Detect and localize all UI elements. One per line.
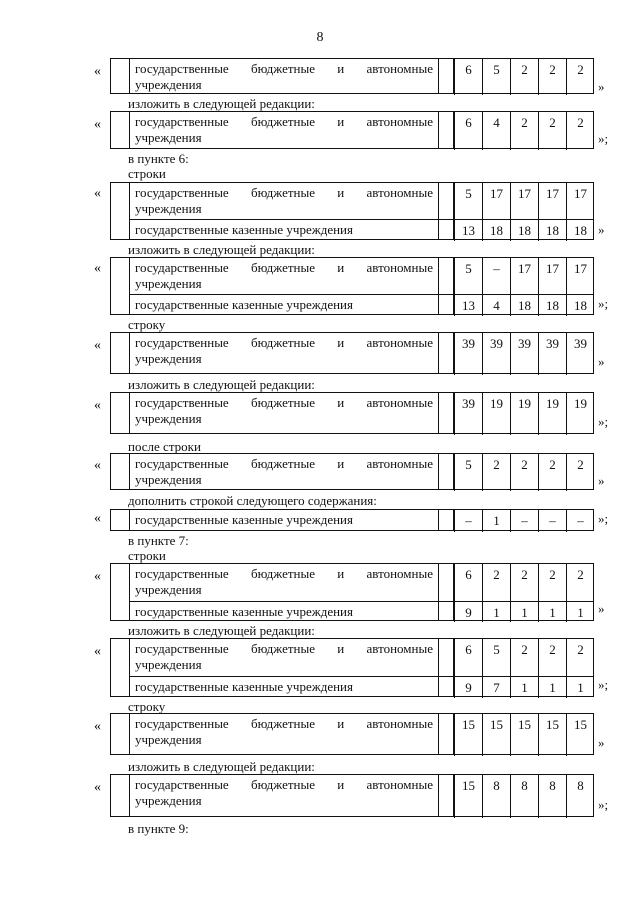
value-cell: – <box>482 258 510 294</box>
value-cell: 2 <box>510 112 538 150</box>
quote-open: « <box>94 458 101 473</box>
quote-open: « <box>94 780 101 795</box>
quote-open: « <box>94 261 101 276</box>
quote-open: « <box>94 186 101 201</box>
value-cell: 4 <box>482 295 510 316</box>
value-cell: 6 <box>454 112 482 150</box>
row-label: государственные бюджетные и автономные учреждения <box>135 114 433 145</box>
value-cell: 39 <box>510 333 538 375</box>
value-cell: 2 <box>510 564 538 601</box>
value-cell: 18 <box>510 295 538 316</box>
quote-open: « <box>94 511 101 526</box>
data-table <box>110 774 594 817</box>
value-cell: – <box>510 510 538 532</box>
value-cell: 8 <box>510 775 538 818</box>
value-cell: 15 <box>482 714 510 756</box>
table-row <box>129 112 593 150</box>
text-line: строки <box>128 166 166 181</box>
quote-close: » <box>598 79 605 94</box>
value-cell: 1 <box>566 602 594 622</box>
data-table <box>110 332 594 374</box>
value-cell: 4 <box>482 112 510 150</box>
value-cell: 2 <box>566 564 594 601</box>
quote-open: « <box>94 719 101 734</box>
quote-close: »; <box>598 296 609 311</box>
value-cell: 15 <box>454 714 482 756</box>
text-line: изложить в следующей редакции: <box>128 242 315 257</box>
quote-open: « <box>94 338 101 353</box>
row-label: государственные казенные учреждения <box>135 222 353 237</box>
quote-close: » <box>598 222 605 237</box>
value-cell: 9 <box>454 602 482 622</box>
data-table <box>110 58 594 94</box>
value-cell: 17 <box>510 258 538 294</box>
value-cell: 17 <box>482 183 510 219</box>
value-cell: 2 <box>510 59 538 95</box>
value-cell: 5 <box>482 639 510 676</box>
value-cell: 7 <box>482 677 510 698</box>
quote-open: « <box>94 117 101 132</box>
value-cell: 2 <box>482 564 510 601</box>
text-line: строку <box>128 317 166 332</box>
value-cell: 39 <box>482 333 510 375</box>
data-table <box>110 182 594 240</box>
text-line: строки <box>128 548 166 563</box>
value-cell: 39 <box>454 333 482 375</box>
value-cell: 17 <box>538 183 566 219</box>
data-table <box>110 509 594 531</box>
quote-close: »; <box>598 677 609 692</box>
text-line: строку <box>128 699 166 714</box>
value-cell: 15 <box>566 714 594 756</box>
table-row <box>129 601 593 622</box>
value-cell: 2 <box>538 564 566 601</box>
data-table <box>110 638 594 697</box>
value-cell: 2 <box>538 639 566 676</box>
row-label: государственные бюджетные и автономные учреждения <box>135 641 433 672</box>
row-label: государственные бюджетные и автономные учреждения <box>135 777 433 808</box>
value-cell: 2 <box>538 454 566 491</box>
row-label: государственные бюджетные и автономные учреждения <box>135 335 433 366</box>
text-line: изложить в следующей редакции: <box>128 377 315 392</box>
value-cell: 1 <box>482 510 510 532</box>
value-cell: 39 <box>454 393 482 435</box>
text-line: дополнить строкой следующего содержания: <box>128 493 377 508</box>
value-cell: 8 <box>566 775 594 818</box>
table-row <box>129 258 593 294</box>
value-cell: 5 <box>454 454 482 491</box>
text-line: изложить в следующей редакции: <box>128 759 315 774</box>
quote-close: »; <box>598 511 609 526</box>
table-row <box>129 294 593 316</box>
value-cell: 2 <box>482 454 510 491</box>
value-cell: 19 <box>566 393 594 435</box>
value-cell: 13 <box>454 295 482 316</box>
table-row <box>129 564 593 601</box>
text-line: изложить в следующей редакции: <box>128 623 315 638</box>
quote-open: « <box>94 398 101 413</box>
value-cell: – <box>566 510 594 532</box>
value-cell: 19 <box>482 393 510 435</box>
quote-close: » <box>598 473 605 488</box>
value-cell: 1 <box>510 602 538 622</box>
value-cell: 5 <box>454 258 482 294</box>
value-cell: 2 <box>510 639 538 676</box>
value-cell: 1 <box>538 602 566 622</box>
data-table <box>110 392 594 434</box>
data-table <box>110 563 594 621</box>
table-row <box>129 714 593 756</box>
row-label: государственные казенные учреждения <box>135 512 353 527</box>
table-row <box>129 676 593 698</box>
value-cell: 1 <box>482 602 510 622</box>
value-cell: 2 <box>566 112 594 150</box>
value-cell: 6 <box>454 564 482 601</box>
quote-open: « <box>94 569 101 584</box>
quote-close: »; <box>598 797 609 812</box>
quote-close: » <box>598 735 605 750</box>
value-cell: 13 <box>454 220 482 241</box>
quote-close: »; <box>598 131 609 146</box>
value-cell: 18 <box>566 220 594 241</box>
value-cell: 6 <box>454 59 482 95</box>
value-cell: 2 <box>510 454 538 491</box>
value-cell: 15 <box>538 714 566 756</box>
page-number: 8 <box>316 30 324 45</box>
quote-open: « <box>94 644 101 659</box>
table-row <box>129 510 593 532</box>
value-cell: 5 <box>482 59 510 95</box>
value-cell: 2 <box>566 639 594 676</box>
quote-close: »; <box>598 414 609 429</box>
row-label: государственные бюджетные и автономные учреждения <box>135 61 433 92</box>
row-label: государственные бюджетные и автономные учреждения <box>135 456 433 487</box>
value-cell: 2 <box>566 454 594 491</box>
value-cell: 8 <box>482 775 510 818</box>
value-cell: 18 <box>482 220 510 241</box>
row-label: государственные бюджетные и автономные учреждения <box>135 716 433 747</box>
table-row <box>129 183 593 219</box>
value-cell: 39 <box>566 333 594 375</box>
text-line: в пункте 9: <box>128 821 189 836</box>
value-cell: 6 <box>454 639 482 676</box>
table-row <box>129 219 593 241</box>
data-table <box>110 111 594 149</box>
table-row <box>129 59 593 95</box>
value-cell: 39 <box>538 333 566 375</box>
value-cell: – <box>538 510 566 532</box>
text-line: после строки <box>128 439 201 454</box>
row-label: государственные бюджетные и автономные учреждения <box>135 260 433 291</box>
value-cell: 1 <box>566 677 594 698</box>
value-cell: 2 <box>538 112 566 150</box>
data-table <box>110 453 594 490</box>
value-cell: 17 <box>566 183 594 219</box>
row-label: государственные бюджетные и автономные учреждения <box>135 566 433 597</box>
data-table <box>110 713 594 755</box>
table-row <box>129 775 593 818</box>
value-cell: 2 <box>566 59 594 95</box>
table-row <box>129 639 593 676</box>
value-cell: 2 <box>538 59 566 95</box>
text-line: изложить в следующей редакции: <box>128 96 315 111</box>
quote-open: « <box>94 64 101 79</box>
row-label: государственные бюджетные и автономные учреждения <box>135 395 433 426</box>
row-label: государственные казенные учреждения <box>135 604 353 619</box>
value-cell: 5 <box>454 183 482 219</box>
value-cell: 18 <box>510 220 538 241</box>
value-cell: 1 <box>510 677 538 698</box>
row-label: государственные казенные учреждения <box>135 679 353 694</box>
value-cell: 19 <box>538 393 566 435</box>
value-cell: 15 <box>510 714 538 756</box>
value-cell: 18 <box>566 295 594 316</box>
row-label: государственные бюджетные и автономные учреждения <box>135 185 433 216</box>
quote-close: » <box>598 354 605 369</box>
value-cell: 18 <box>538 220 566 241</box>
table-row <box>129 393 593 435</box>
value-cell: 17 <box>538 258 566 294</box>
value-cell: 8 <box>538 775 566 818</box>
value-cell: 15 <box>454 775 482 818</box>
table-row <box>129 333 593 375</box>
table-row <box>129 454 593 491</box>
value-cell: 17 <box>566 258 594 294</box>
value-cell: 1 <box>538 677 566 698</box>
value-cell: – <box>454 510 482 532</box>
value-cell: 18 <box>538 295 566 316</box>
text-line: в пункте 6: <box>128 151 189 166</box>
data-table <box>110 257 594 315</box>
value-cell: 9 <box>454 677 482 698</box>
row-label: государственные казенные учреждения <box>135 297 353 312</box>
text-line: в пункте 7: <box>128 533 189 548</box>
quote-close: » <box>598 601 605 616</box>
value-cell: 19 <box>510 393 538 435</box>
value-cell: 17 <box>510 183 538 219</box>
